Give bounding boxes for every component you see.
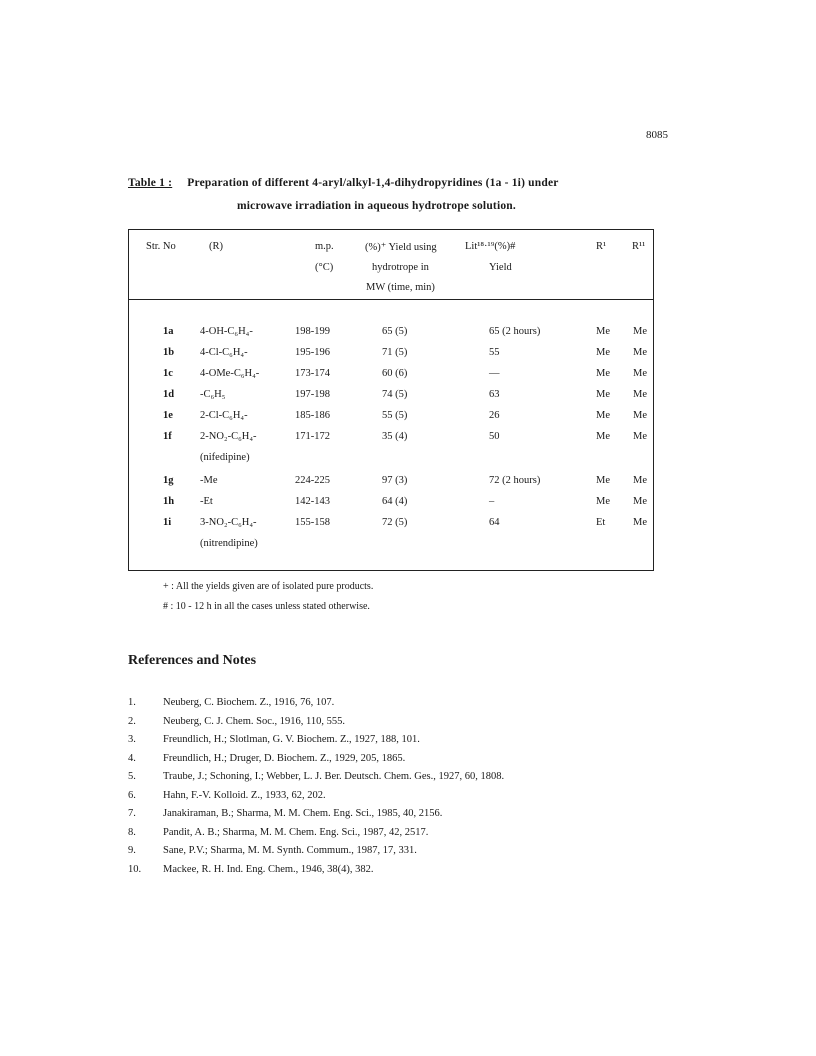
reference-text: Freundlich, H.; Slotlman, G. V. Biochem. Z., 1927, 188, 101. [163,734,420,745]
cell-str-no: 1b [163,347,175,358]
cell-mp: 197-198 [295,389,330,400]
cell-r2: Me [633,431,647,442]
cell-yield: 74 (5) [382,389,408,400]
header-lit-yield: Yield [489,262,512,273]
cell-lit: – [489,496,495,507]
reference-number: 7. [128,808,136,819]
cell-yield: 97 (3) [382,475,408,486]
cell-mp: 173-174 [295,368,330,379]
table-caption [128,177,688,212]
cell-r1: Me [596,475,610,486]
cell-lit: 55 [489,347,500,358]
cell-str-no: 1a [163,326,174,337]
reference-text: Mackee, R. H. Ind. Eng. Chem., 1946, 38(4), 382. [163,863,374,875]
cell-r1: Me [596,389,610,400]
header-yield-hydrotrope-3: MW (time, min) [366,282,435,293]
cell-lit: 26 [489,410,500,421]
cell-mp: 224-225 [295,475,330,486]
cell-r: 3-NO₂-C₆H₄- [200,517,257,528]
cell-r1: Me [596,368,610,379]
reference-text: Traube, J.; Schoning, I.; Webber, L. J. Ber. Deutsch. Chem. Ges., 1927, 60, 1808. [163,771,505,782]
cell-yield: 35 (4) [382,431,408,442]
cell-r1: Me [596,326,610,337]
reference-text: Neuberg, C. J. Chem. Soc., 1916, 110, 555. [163,715,345,727]
cell-yield: 64 (4) [382,496,408,507]
cell-r2: Me [633,347,647,358]
page-number: 8085 [646,129,668,141]
cell-mp: 198-199 [295,326,330,337]
reference-text: Janakiraman, B.; Sharma, M. M. Chem. Eng. Sci., 1985, 40, 2156. [163,808,443,819]
reference-text: Neuberg, C. Biochem. Z., 1916, 76, 107. [163,697,335,708]
cell-str-no: 1c [163,368,173,379]
cell-r: -Me [200,475,218,486]
cell-str-no: 1d [163,389,175,400]
cell-str-no: 1h [163,496,175,507]
cell-r1: Me [596,496,610,507]
cell-r1: Me [596,410,610,421]
cell-lit: 64 [489,517,500,528]
header-str-no: Str. No [146,241,176,252]
header-mp: m.p. [315,241,334,252]
cell-r1: Et [596,517,606,528]
table-caption-line2: microwave irradiation in aqueous hydrotrope solution. [237,200,516,212]
reference-number: 6. [128,789,136,801]
reference-text: Pandit, A. B.; Sharma, M. M. Chem. Eng. Sci., 1987, 42, 2517. [163,826,429,838]
header-lit: Lit¹⁸·¹⁹(%)# [465,241,516,252]
cell-yield: 71 (5) [382,347,408,358]
cell-r: -C₆H₅ [200,389,226,400]
reference-number: 2. [128,715,136,727]
cell-r-note: (nifedipine) [200,452,250,463]
cell-r: 2-NO₂-C₆H₄- [200,431,257,442]
cell-r1: Me [596,347,610,358]
cell-mp: 171-172 [295,431,330,442]
cell-mp: 195-196 [295,347,330,358]
header-separator [129,299,653,300]
cell-r: 2-Cl-C₆H₄- [200,410,248,421]
cell-r1: Me [596,431,610,442]
cell-str-no: 1e [163,410,173,421]
cell-mp: 155-158 [295,517,330,528]
cell-r2: Me [633,389,647,400]
header-r1: R¹ [596,241,607,252]
cell-str-no: 1i [163,517,172,528]
cell-lit: 63 [489,389,500,400]
reference-number: 5. [128,771,136,782]
cell-r: 4-OMe-C₆H₄- [200,368,260,379]
cell-r2: Me [633,496,647,507]
cell-lit: 72 (2 hours) [489,475,541,486]
cell-yield: 55 (5) [382,410,408,421]
cell-r2: Me [633,517,647,528]
cell-lit: 65 (2 hours) [489,326,541,337]
cell-mp: 185-186 [295,410,330,421]
cell-r2: Me [633,326,647,337]
cell-r2: Me [633,475,647,486]
footnote: # : 10 - 12 h in all the cases unless stated otherwise. [163,601,370,612]
cell-str-no: 1g [163,475,174,486]
reference-number: 1. [128,697,136,708]
cell-yield: 72 (5) [382,517,408,528]
table-caption-line1: Preparation of different 4-aryl/alkyl-1,4-dihydropyridines (1a - 1i) under [187,177,559,189]
cell-mp: 142-143 [295,496,330,507]
header-mp-unit: (°C) [315,262,334,273]
reference-number: 9. [128,845,136,856]
cell-yield: 65 (5) [382,326,408,337]
footnote: + : All the yields given are of isolated pure products. [163,581,374,592]
reference-text: Hahn, F.-V. Kolloid. Z., 1933, 62, 202. [163,789,326,801]
table-label: Table 1 : [128,177,173,189]
cell-r: -Et [200,496,213,507]
cell-r: 4-Cl-C₆H₄- [200,347,248,358]
cell-r2: Me [633,368,647,379]
header-r2: R¹¹ [632,241,646,252]
header-yield-hydrotrope-2: hydrotrope in [372,262,429,273]
reference-number: 4. [128,752,136,764]
reference-number: 8. [128,826,136,838]
reference-text: Sane, P.V.; Sharma, M. M. Synth. Commum., 1987, 17, 331. [163,845,417,856]
header-r: (R) [209,241,223,252]
cell-lit: 50 [489,431,500,442]
references-heading: References and Notes [128,653,257,668]
data-table [128,229,654,571]
header-yield-hydrotrope: (%)⁺ Yield using [365,242,437,253]
cell-r-note: (nitrendipine) [200,538,258,549]
cell-yield: 60 (6) [382,368,408,379]
cell-r2: Me [633,410,647,421]
reference-number: 3. [128,734,136,745]
reference-text: Freundlich, H.; Druger, D. Biochem. Z., 1929, 205, 1865. [163,752,406,764]
cell-lit: — [489,368,500,379]
cell-str-no: 1f [163,431,172,442]
reference-number: 10. [128,863,142,875]
cell-r: 4-OH-C₆H₄- [200,326,253,337]
